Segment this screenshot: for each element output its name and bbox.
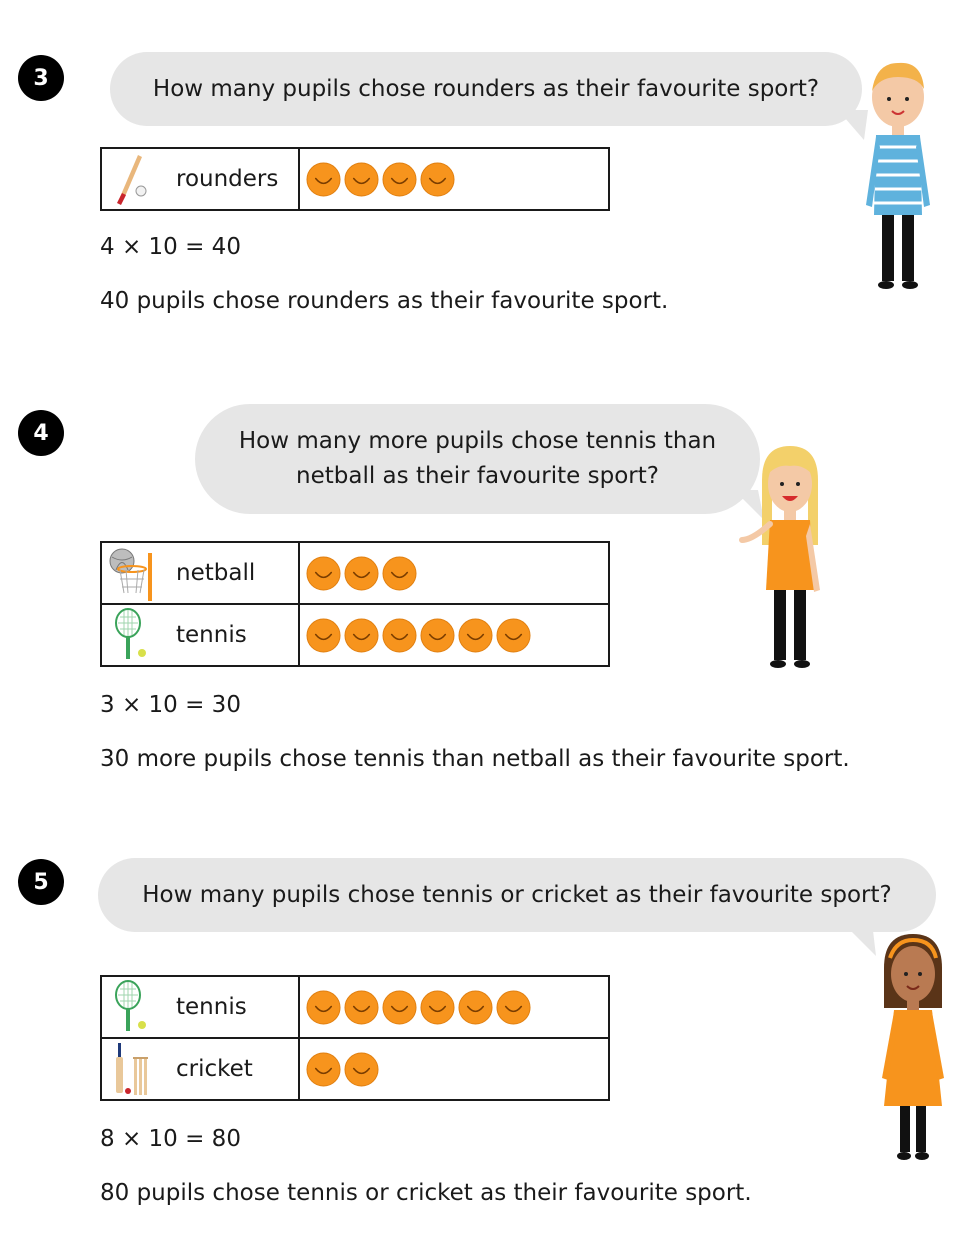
answer-q3: 40 pupils chose rounders as their favourite sport. xyxy=(100,288,669,314)
smiley-icon xyxy=(382,618,417,653)
answer-q5: 80 pupils chose tennis or cricket as their favourite sport. xyxy=(100,1180,752,1206)
smiley-icon xyxy=(496,618,531,653)
sport-name: tennis xyxy=(176,994,247,1020)
calculation-q4: 3 × 10 = 30 xyxy=(100,692,241,718)
smiley-icon xyxy=(382,162,417,197)
smiley-icon xyxy=(344,556,379,591)
question-number-5 xyxy=(18,859,64,905)
smiley-icon xyxy=(306,162,341,197)
question-prompt-line2: netball as their favourite sport? xyxy=(296,463,659,489)
sport-name: cricket xyxy=(176,1056,253,1082)
sport-name: tennis xyxy=(176,622,247,648)
pictogram-row xyxy=(101,976,609,1038)
netball-hoop-icon xyxy=(108,545,154,601)
question-number-text: 5 xyxy=(33,869,49,895)
smiley-icon xyxy=(420,618,455,653)
smiley-symbols xyxy=(306,618,608,653)
girl-character-icon xyxy=(738,440,838,675)
smiley-icon xyxy=(382,556,417,591)
smiley-symbols xyxy=(306,556,608,591)
sport-name: netball xyxy=(176,560,256,586)
smiley-icon xyxy=(458,618,493,653)
smiley-icon xyxy=(306,618,341,653)
calculation-q3: 4 × 10 = 40 xyxy=(100,234,241,260)
girl-character-icon xyxy=(870,928,956,1163)
smiley-symbols xyxy=(306,162,608,197)
smiley-icon xyxy=(344,1052,379,1087)
question-number-text: 4 xyxy=(33,420,49,446)
boy-character-icon xyxy=(858,55,938,295)
question-prompt: How many pupils chose tennis or cricket as their favourite sport? xyxy=(142,881,892,908)
smiley-icon xyxy=(420,162,455,197)
sport-name: rounders xyxy=(176,166,279,192)
smiley-icon xyxy=(306,1052,341,1087)
pictogram-table-q4 xyxy=(100,541,610,667)
smiley-icon xyxy=(344,162,379,197)
speech-bubble-q4 xyxy=(195,404,760,514)
calculation-q5: 8 × 10 = 80 xyxy=(100,1126,241,1152)
answer-q4: 30 more pupils chose tennis than netball as their favourite sport. xyxy=(100,746,850,772)
smiley-icon xyxy=(420,990,455,1025)
smiley-icon xyxy=(306,990,341,1025)
smiley-icon xyxy=(496,990,531,1025)
question-number-text: 3 xyxy=(33,65,49,91)
question-number-4 xyxy=(18,410,64,456)
smiley-symbols xyxy=(306,1052,608,1087)
pictogram-row xyxy=(101,1038,609,1100)
smiley-icon xyxy=(344,618,379,653)
speech-bubble-q3 xyxy=(110,52,862,126)
pictogram-table-q5 xyxy=(100,975,610,1101)
smiley-icon xyxy=(344,990,379,1025)
smiley-symbols xyxy=(306,990,608,1025)
smiley-icon xyxy=(382,990,417,1025)
smiley-icon xyxy=(458,990,493,1025)
smiley-icon xyxy=(306,556,341,591)
question-prompt-line1: How many more pupils chose tennis than xyxy=(238,428,717,454)
question-number-3 xyxy=(18,55,64,101)
pictogram-table-q3 xyxy=(100,147,610,211)
pictogram-row xyxy=(101,542,609,604)
tennis-racket-icon xyxy=(108,979,154,1035)
speech-bubble-q5 xyxy=(98,858,936,932)
rounders-bat-icon xyxy=(108,151,154,207)
question-prompt: How many pupils chose rounders as their favourite sport? xyxy=(152,75,820,102)
cricket-bat-stumps-icon xyxy=(108,1041,154,1097)
pictogram-row xyxy=(101,148,609,210)
pictogram-row xyxy=(101,604,609,666)
tennis-racket-icon xyxy=(108,607,154,663)
